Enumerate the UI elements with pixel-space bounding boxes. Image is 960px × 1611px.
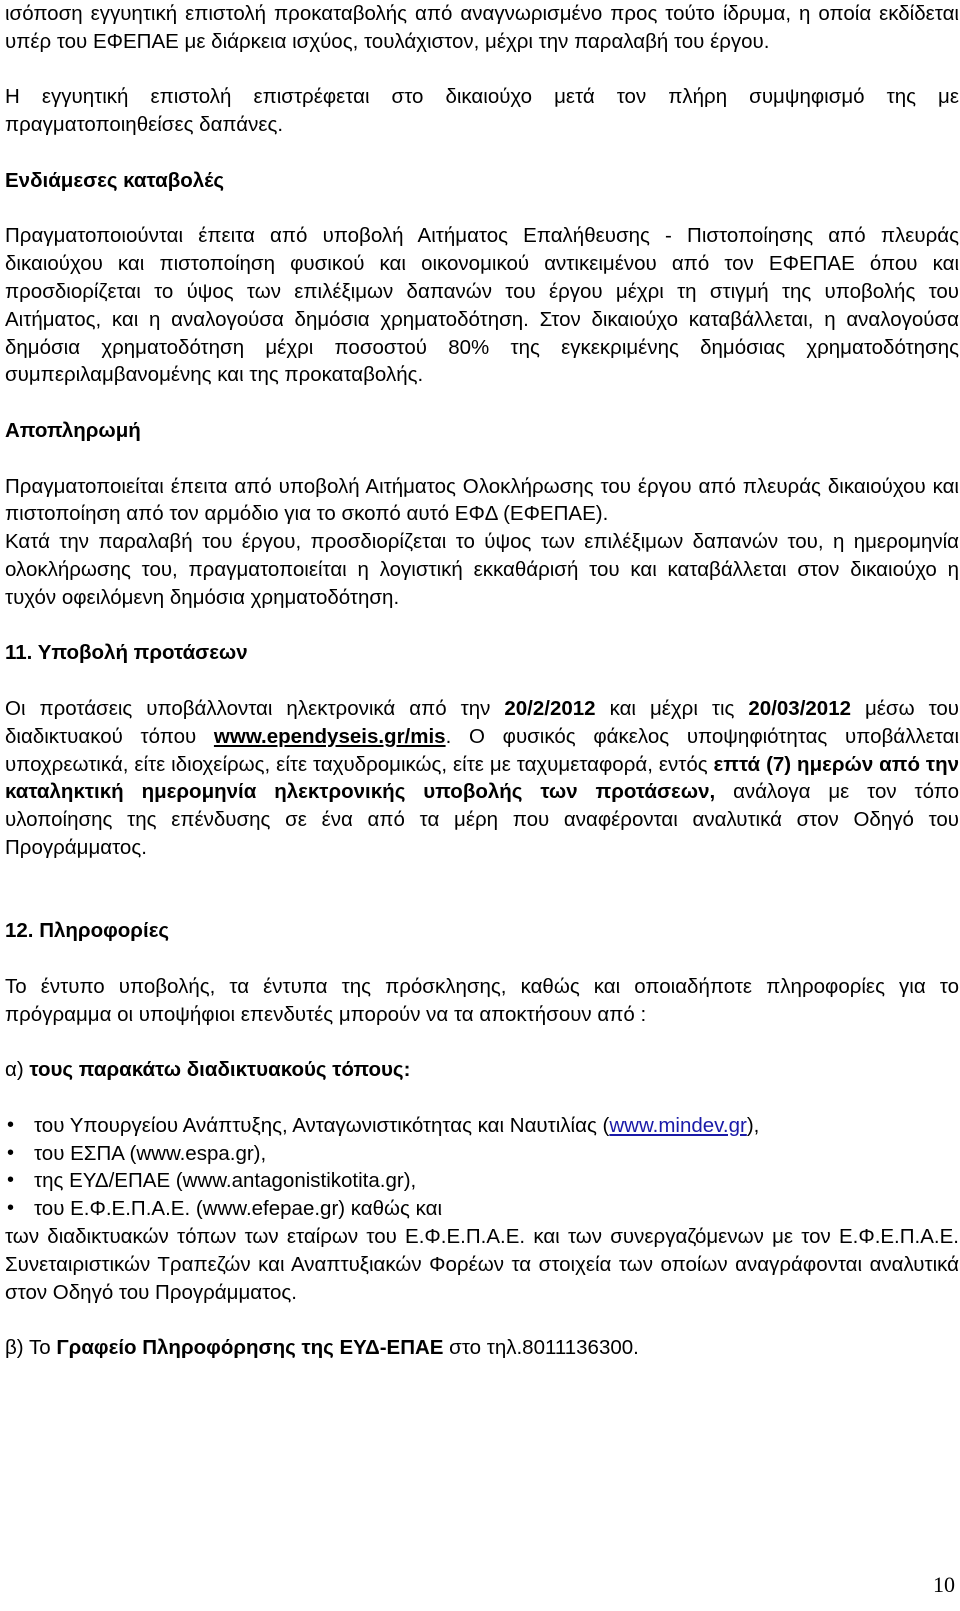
section-11-text-part: και μέχρι τις — [595, 696, 749, 720]
info-phone: στο τηλ.8011136300. — [443, 1336, 639, 1360]
bullet-icon: • — [7, 1113, 15, 1136]
info-source-a-label: τους παρακάτω διαδικτυακούς τόπους: — [29, 1058, 411, 1082]
intermediate-payments-heading: Ενδιάμεσες καταβολές — [5, 168, 225, 192]
list-item-text: ), — [746, 1113, 760, 1137]
section-12-intro: Το έντυπο υποβολής, τα έντυπα της πρόσκλησης, καθώς και οποιαδήποτε πληροφορίες για το πρόγραμμα οι υποψήφιοι επενδυτές μπορούν να τα αποκτήσουν από : — [5, 974, 959, 1026]
bullet-icon: • — [7, 1141, 15, 1164]
final-payment-paragraph-1: Πραγματοποιείται έπειτα από υποβολή Αιτήματος Ολοκλήρωσης του έργου από πλευράς δικαιούχου και πιστοποίηση από τον αρμόδιο για το σκοπό αυτό ΕΦΔ (ΕΦΕΠΑΕ). — [5, 474, 959, 526]
mindev-link[interactable]: www.mindev.gr — [609, 1113, 747, 1137]
section-11-text — [5, 695, 959, 862]
section-11-text-part: . Ο φυσικός φάκελος υποψηφιότητας υποβάλλεται υποχρεωτικά, είτε ιδιοχείρως, είτε ταχυδρομικώς, είτε με ταχυμεταφορά, εντός — [5, 724, 959, 776]
section-11-text-part: μέσω του διαδικτυακού τόπου — [5, 696, 959, 748]
info-source-a-prefix: α) — [5, 1058, 30, 1082]
intro-paragraph-return: Η εγγυητική επιστολή επιστρέφεται στο δικαιούχο μετά τον πλήρη συμψηφισμό της με πραγματοποιηθείσες δαπάνες. — [5, 85, 959, 137]
intro-paragraph-guarantee: ισόποση εγγυητική επιστολή προκαταβολής από αναγνωρισμένο προς τούτο ίδρυμα, η οποία εκδίδεται υπέρ του ΕΦΕΠΑΕ με διάρκεια ισχύος, τουλάχιστον, μέχρι την παραλαβή του έργου. — [5, 2, 959, 53]
bullet-icon: • — [7, 1169, 15, 1192]
info-source-b — [5, 1334, 959, 1362]
info-source-a — [5, 1056, 959, 1084]
info-office-name: Γραφείο Πληροφόρησης της ΕΥΔ-ΕΠΑΕ — [56, 1336, 444, 1360]
list-item-text: του ΕΣΠΑ (www.espa.gr), — [34, 1141, 267, 1165]
list-item — [5, 1112, 959, 1140]
bullet-icon: • — [7, 1197, 15, 1220]
final-payment-paragraph-2: Κατά την παραλαβή του έργου, προσδιορίζεται το ύψος των επιλέξιμων δαπανών του, η ημερομηνία ολοκλήρωσης του, πραγματοποιείται η λογιστική εκκαθάρισή του και καταβάλλεται στον δικαιούχο η τυχόν οφειλόμενη δημόσια χρηματοδότηση. — [5, 530, 959, 609]
section-11-text-part: Οι προτάσεις υποβάλλονται ηλεκτρονικά από την — [5, 696, 505, 720]
section-11-text-part: ανάλογα με τον τόπο υλοποίησης της επένδυσης σε ένα από τα μέρη που αναφέρονται αναλυτικά στον Οδηγό του Προγράμματος. — [5, 780, 959, 859]
websites-list — [5, 1112, 959, 1223]
list-item — [5, 1140, 959, 1168]
submission-website-link[interactable]: www.ependyseis.gr/mis — [213, 724, 446, 748]
physical-file-deadline: επτά (7) ημερών από την καταληκτική ημερομηνία ηλεκτρονικής υποβολής των προτάσεων, — [5, 752, 959, 804]
intermediate-payments-text: Πραγματοποιούνται έπειτα από υποβολή Αιτήματος Επαλήθευσης - Πιστοποίησης από πλευράς δικαιούχου και πιστοποίηση φυσικού και οικονομικού αντικειμένου από τον ΕΦΕΠΑΕ όπου και προσδιορίζεται το ύψος των επιλέξιμων δαπανών του έργου μέχρι τη στιγμή της υποβολής του Αιτήματος, και η αναλογούσα δημόσια χρηματοδότηση. Στον δικαιούχο καταβάλλεται, η αναλογούσα δημόσια χρηματοδότηση μέχρι ποσοστού 80% της εγκεκριμένης δημόσιας χρηματοδότησης συμπεριλαμβανομένης και της προκαταβολής. — [5, 224, 959, 387]
list-item — [5, 1195, 959, 1223]
submission-end-date: 20/03/2012 — [748, 696, 851, 720]
section-11-heading: 11. Υποβολή προτάσεων — [5, 641, 248, 665]
info-source-b-prefix: β) Το — [5, 1336, 57, 1360]
list-item-text: του Ε.Φ.Ε.Π.Α.Ε. (www.efepae.gr) καθώς και — [34, 1197, 443, 1221]
partners-paragraph: των διαδικτυακών τόπων των εταίρων του Ε.Φ.Ε.Π.Α.Ε. και των συνεργαζόμενων με τον Ε.Φ.Ε.Π.Α.Ε. Συνεταιριστικών Τραπεζών και Αναπτυξιακών Φορέων τα στοιχεία των οποίων αναγράφονται αναλυτικά στον Οδηγό του Προγράμματος. — [5, 1225, 959, 1304]
list-item-text: του Υπουργείου Ανάπτυξης, Ανταγωνιστικότητας και Ναυτιλίας ( — [34, 1113, 610, 1137]
list-item-text: της ΕΥΔ/ΕΠΑΕ (www.antagonistikotita.gr), — [34, 1169, 417, 1193]
list-item — [5, 1167, 959, 1195]
page-number: 10 — [933, 1572, 955, 1597]
submission-start-date: 20/2/2012 — [504, 696, 596, 720]
document-page — [5, 0, 959, 1362]
final-payment-heading: Αποπληρωμή — [5, 418, 141, 442]
section-12-heading: 12. Πληροφορίες — [5, 919, 170, 943]
